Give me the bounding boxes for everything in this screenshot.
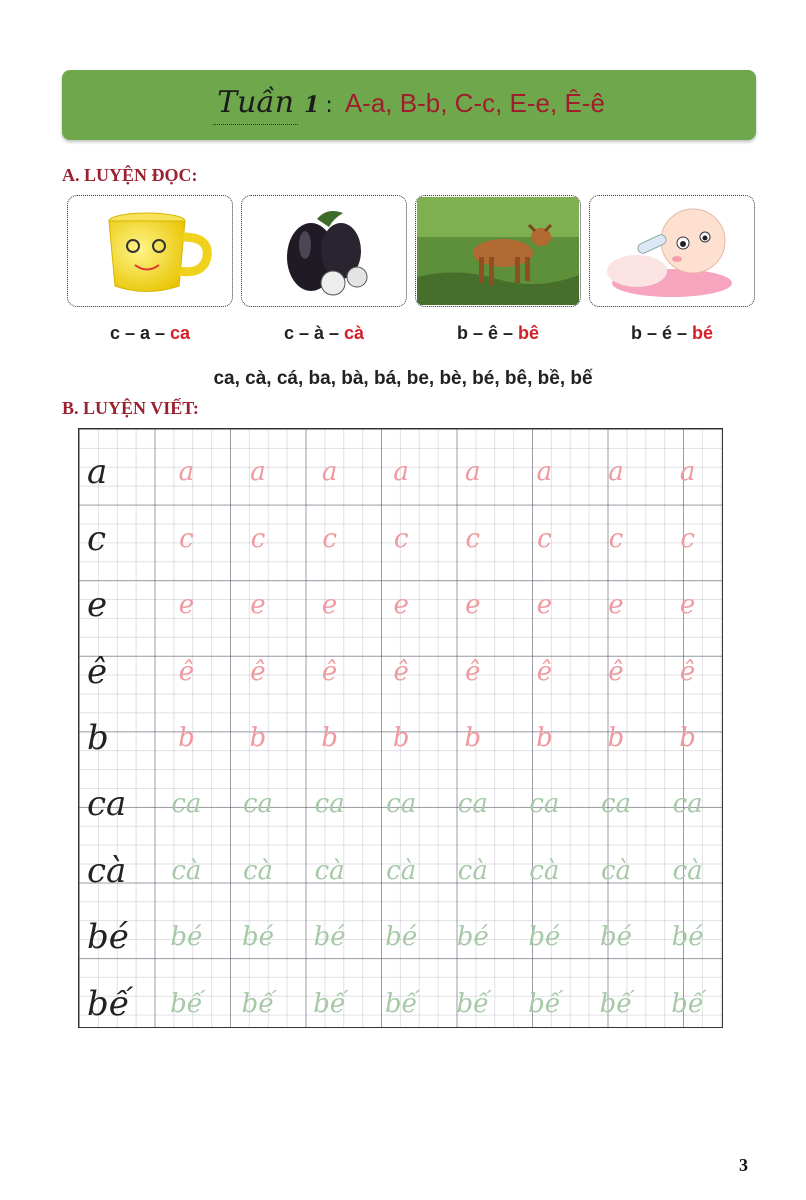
model-letter: ca	[87, 784, 127, 825]
trace-letter: bế	[384, 988, 418, 1019]
trace-letter: bế	[528, 988, 561, 1019]
trace-letter: ê	[536, 656, 553, 687]
trace-letter: bế	[241, 988, 275, 1019]
section-a-title: A. LUYỆN ĐỌC:	[62, 165, 198, 185]
trace-letter: ca	[529, 789, 560, 820]
model-letter: c	[87, 518, 107, 559]
trace-letter: cà	[314, 855, 345, 886]
trace-letter: bế	[456, 988, 490, 1019]
trace-letter: cà	[529, 855, 560, 886]
week-banner	[62, 70, 756, 140]
week-number: 1	[304, 92, 320, 118]
trace-letter: bé	[528, 922, 561, 953]
trace-letter: c	[393, 523, 409, 554]
trace-letter: c	[322, 523, 337, 554]
writing-row	[79, 904, 722, 970]
trace-letter: ca	[242, 789, 274, 820]
trace-letter: bé	[599, 922, 632, 953]
trace-letter: c	[537, 523, 552, 554]
cup-icon	[75, 201, 225, 301]
trace-letter: e	[321, 590, 338, 621]
calf-icon	[417, 197, 579, 305]
trace-letter: e	[465, 590, 481, 621]
trace-letter: e	[608, 590, 624, 621]
week-letters: A-a, B-b, C-c, E-e, Ê-ê	[344, 88, 605, 118]
trace-letter: c	[179, 523, 194, 554]
trace-letter: bé	[456, 922, 489, 953]
trace-letter: bế	[599, 988, 633, 1019]
trace-letter: b	[679, 722, 696, 753]
syllable-3: b – ê – bê	[456, 323, 540, 343]
syllable-1: c – a – ca	[109, 323, 191, 343]
trace-letter: bế	[671, 988, 704, 1019]
trace-letter: bé	[170, 922, 203, 953]
writing-grid	[78, 428, 723, 1028]
trace-letter: bế	[313, 988, 346, 1019]
trace-letter: ê	[608, 656, 624, 687]
model-letter: a	[87, 452, 108, 493]
baby-picture	[589, 195, 755, 307]
model-letter: bé	[87, 917, 129, 958]
trace-letter: cà	[672, 855, 703, 886]
trace-letter: ê	[393, 656, 409, 687]
trace-letter: cà	[242, 855, 274, 886]
model-letter: bế	[87, 983, 130, 1024]
trace-letter: ca	[171, 789, 202, 820]
trace-letter: ca	[457, 789, 488, 820]
trace-letter: bé	[385, 922, 418, 953]
eggplant-icon	[249, 201, 399, 301]
trace-letter: a	[679, 457, 696, 488]
trace-letter: e	[393, 590, 409, 621]
trace-letter: bé	[671, 922, 704, 953]
model-letter: e	[87, 585, 108, 626]
trace-letter: a	[536, 457, 553, 488]
baby-icon	[597, 201, 747, 301]
model-letter: cà	[87, 850, 127, 891]
eggplant-picture	[241, 195, 407, 307]
trace-letter: ê	[321, 656, 338, 687]
trace-letter: c	[608, 523, 624, 554]
trace-letter: b	[321, 722, 338, 753]
trace-letter: b	[249, 722, 267, 753]
trace-letter: ê	[178, 656, 195, 687]
trace-letter: bế	[170, 988, 203, 1019]
trace-letter: a	[250, 457, 266, 488]
trace-letter: b	[392, 722, 410, 753]
trace-letter: ê	[679, 656, 696, 687]
trace-letter: a	[608, 457, 624, 488]
trace-letter: e	[679, 590, 696, 621]
trace-letter: ê	[465, 656, 481, 687]
trace-letter: c	[680, 523, 695, 554]
trace-letter: a	[465, 457, 481, 488]
trace-letter: a	[178, 457, 195, 488]
trace-letter: b	[536, 722, 553, 753]
writing-row	[79, 505, 722, 571]
trace-letter: e	[536, 590, 553, 621]
trace-letter: ca	[314, 789, 345, 820]
syllable-4: b – é – bé	[630, 323, 714, 343]
writing-row	[79, 705, 722, 771]
week-word: Tuần	[213, 85, 298, 125]
trace-letter: e	[178, 590, 195, 621]
writing-row	[79, 838, 722, 904]
page-number: 3	[739, 1155, 748, 1175]
writing-row	[79, 572, 722, 638]
trace-letter: ca	[386, 789, 417, 820]
trace-letter: b	[178, 722, 195, 753]
trace-letter: cà	[600, 855, 632, 886]
trace-letter: cà	[386, 855, 417, 886]
trace-letter: b	[464, 722, 482, 753]
model-letter: ê	[87, 651, 108, 692]
writing-row	[79, 771, 722, 837]
trace-letter: ê	[250, 656, 266, 687]
word-list-line: ca, cà, cá, ba, bà, bá, be, bè, bé, bê, bề, bế	[213, 368, 593, 389]
writing-row	[79, 638, 722, 704]
trace-letter: e	[250, 590, 266, 621]
trace-letter: ca	[600, 789, 632, 820]
trace-letter: a	[321, 457, 338, 488]
calf-picture	[415, 195, 581, 307]
trace-letter: cà	[171, 855, 202, 886]
trace-letter: bé	[241, 922, 274, 953]
week-colon: :	[325, 93, 333, 118]
section-b-title: B. LUYỆN VIẾT:	[62, 398, 199, 418]
trace-letter: ca	[672, 789, 703, 820]
trace-letter: c	[250, 523, 266, 554]
trace-letter: bé	[313, 922, 346, 953]
model-letter: b	[87, 717, 109, 758]
syllable-2: c – à – cà	[283, 323, 365, 343]
trace-letter: cà	[457, 855, 488, 886]
trace-letter: a	[393, 457, 409, 488]
writing-row	[79, 971, 722, 1037]
trace-letter: c	[465, 523, 481, 554]
writing-row	[79, 439, 722, 505]
cup-picture	[67, 195, 233, 307]
trace-letter: b	[607, 722, 625, 753]
